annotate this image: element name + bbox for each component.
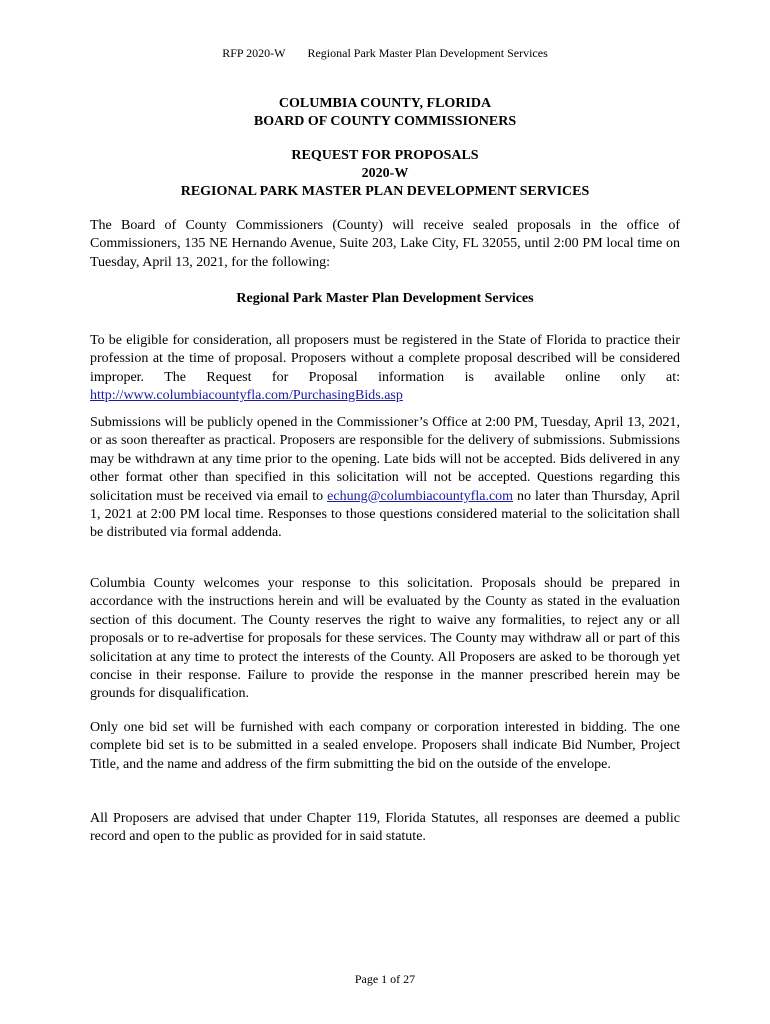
paragraph-eligibility	[90, 332, 680, 406]
running-header	[0, 46, 770, 60]
submissions-text-a: Submissions will be publicly opened in the Commissioner’s Office at 2:00 PM, Tuesday, April 13, 2021, or as soon thereafter as practical. Proposers are responsible for the delivery of submissions. Submissions may be withdrawn at any time prior to the opening. Late bids will not be accepted. Bids delivered in any other format other than specified in this solicitation will not be accepted. Questions regarding this solicitation must be received via email to	[90, 415, 680, 504]
title-county: COLUMBIA COUNTY, FLORIDA	[278, 96, 492, 111]
contact-email-link[interactable]: echung@columbiacountyfla.com	[327, 488, 514, 504]
submissions-text-b: no later than Thursday, April 1, 2021 at 2:00 PM local time. Responses to those questions considered material to the solicitation shall be distributed via formal addenda.	[90, 488, 681, 541]
paragraph-welcome: Columbia County welcomes your response to this solicitation. Proposals should be prepared in accordance with the instructions herein and will be evaluated by the County as stated in the evaluation section of this document. The County reserves the right to waive any formalities, to reject any or all proposals or to re-advertise for proposals for these services. The County may withdraw all or part of this solicitation at any time to protect the interests of the County. All Proposers are asked to be thorough yet concise in their response. Failure to provide the response in the manner prescribed herein may be grounds for disqualification.	[90, 576, 680, 702]
page-number: Page 1 of 27	[354, 972, 416, 986]
title-board: BOARD OF COUNTY COMMISSIONERS	[253, 114, 517, 129]
header-rfp-number: RFP 2020-W	[222, 46, 286, 60]
title-rfp: REQUEST FOR PROPOSALS	[291, 148, 479, 163]
paragraph-intro: The Board of County Commissioners (County) will receive sealed proposals in the office of Commissioners, 135 NE Hernando Avenue, Suite 203, Lake City, FL 32055, until 2:00 PM local time on Tuesday, April 13, 2021, for the following:	[90, 218, 680, 270]
paragraph-submissions	[90, 414, 680, 543]
paragraph-bid-set: Only one bid set will be furnished with each company or corporation interested in bidding. The one complete bid set is to be submitted in a sealed envelope. Proposers shall indicate Bid Number, Project Title, and the name and address of the firm submitting the bid on the outside of the envelope.	[90, 720, 680, 772]
title-block	[90, 95, 680, 201]
title-project: REGIONAL PARK MASTER PLAN DEVELOPMENT SERVICES	[180, 184, 590, 199]
eligibility-text: To be eligible for consideration, all proposers must be registered in the State of Florida to practice their profession at the time of proposal. Proposers without a complete proposal described will be considered improper. The Request for Proposal information is available online only at:	[90, 333, 680, 385]
header-project-title: Regional Park Master Plan Development Services	[307, 46, 548, 60]
purchasing-bids-link[interactable]: http://www.columbiacountyfla.com/PurchasingBids.asp	[90, 388, 403, 404]
subject-heading: Regional Park Master Plan Development Services	[236, 291, 534, 306]
paragraph-public-record: All Proposers are advised that under Chapter 119, Florida Statutes, all responses are deemed a public record and open to the public as provided for in said statute.	[90, 811, 680, 845]
title-rfp-number: 2020-W	[361, 166, 409, 181]
